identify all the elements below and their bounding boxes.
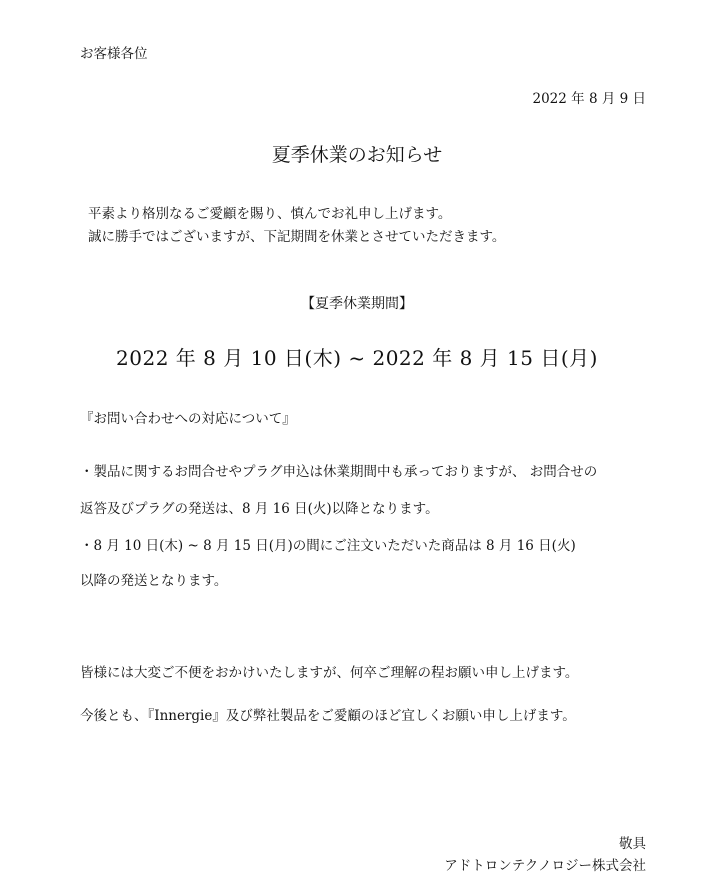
notice-date: 2022 年 8 月 9 日 — [532, 91, 646, 107]
intro-line-2: 誠に勝手ではございますが、下記期間を休業とさせていただきます。 — [88, 229, 506, 245]
closing-line-2: 今後とも、『Innergie』及び弊社製品をご愛顧のほど宜しくお願い申し上げます。 — [80, 708, 576, 724]
inquiry-heading: 『お問い合わせへの対応について』 — [80, 411, 296, 427]
intro-line-1: 平素より格別なるご愛顧を賜り、慎んでお礼申し上げます。 — [88, 206, 452, 222]
holiday-period: 2022 年 8 月 10 日(木) ~ 2022 年 8 月 15 日(月) — [116, 346, 598, 370]
notice-title: 夏季休業のお知らせ — [271, 144, 443, 166]
note-line-4: 以降の発送となります。 — [80, 573, 228, 589]
note-line-2: 返答及びプラグの発送は、8 月 16 日(火)以降となります。 — [80, 501, 439, 517]
note-line-3: ・8 月 10 日(木) ~ 8 月 15 日(月)の間にご注文いただいた商品は 8 月 16 日(火) — [80, 538, 576, 554]
closing-line-1: 皆様には大変ご不便をおかけいたしますが、何卒ご理解の程お願い申し上げます。 — [80, 665, 579, 681]
company-name: アドトロンテクノロジー株式会社 — [444, 858, 646, 874]
note-line-1: ・製品に関するお問合せやプラグ申込は休業期間中も承っておりますが、 お問合せの — [80, 464, 598, 480]
sign-off: 敬具 — [619, 836, 646, 852]
addressee: お客様各位 — [80, 46, 148, 62]
period-label: 【夏季休業期間】 — [301, 296, 413, 312]
